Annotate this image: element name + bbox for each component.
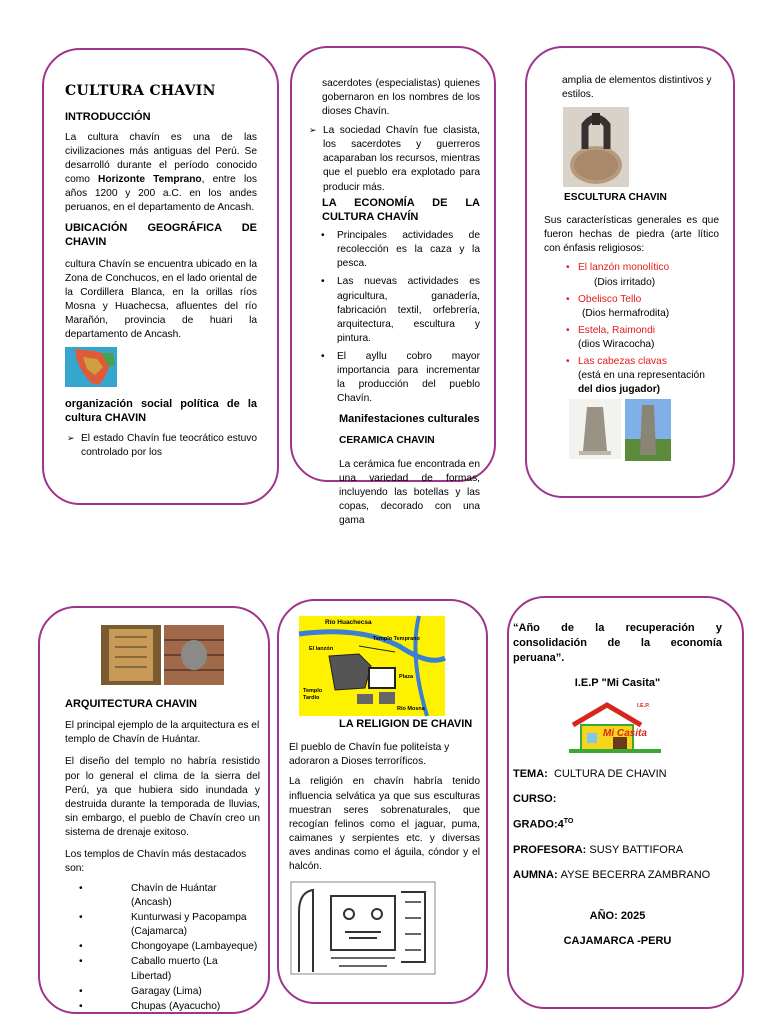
info-block bbox=[513, 767, 722, 884]
lugar-text: CAJAMARCA -PERU bbox=[563, 935, 672, 948]
chavin-deity-drawing bbox=[291, 882, 435, 974]
grado-row: $GRADO:4^{TO}$ bbox=[513, 818, 574, 831]
list-item-desc: (está en una representación bbox=[578, 370, 705, 382]
ceramic-vessel-image bbox=[563, 107, 629, 187]
panel-escultura bbox=[525, 46, 735, 498]
map-label: Plaza bbox=[399, 674, 414, 680]
map-label: El lanzón bbox=[309, 646, 334, 652]
anio-text: AÑO: 2025 bbox=[589, 910, 646, 923]
list-item: • Principales actividades de recolección es la caza y la pesca. bbox=[307, 229, 480, 271]
ceramica-heading: CERAMICA CHAVIN bbox=[339, 435, 435, 447]
arquitectura-heading: ARQUITECTURA CHAVIN bbox=[65, 698, 197, 710]
list-item-desc: (Dios hermafrodita) bbox=[582, 307, 670, 319]
cabeza-clava-image bbox=[164, 625, 224, 685]
temple-images bbox=[101, 625, 260, 685]
temple-map bbox=[299, 616, 445, 716]
list-item: • Chongoyape (Lambayeque) bbox=[65, 940, 260, 954]
intro-text: La cultura chavín es una de las civilizaciones más antiguas del Perú. Se desarrolló durante el período conocido como Horizonte Temprano, entre los años 1200 y 200 a.C. en los andes peruanos, en el departamento de Ancash. bbox=[65, 131, 257, 213]
stela-image bbox=[101, 625, 161, 685]
escultura-heading: ESCULTURA CHAVIN bbox=[564, 192, 667, 204]
list-item: ➢ El estado Chavín fue teocrático estuvo controlado por los bbox=[65, 432, 257, 460]
list-item: • Estela, Raimondi bbox=[566, 324, 656, 336]
organizacion-heading: organización social política de la cultura CHAVIN bbox=[65, 398, 257, 425]
list-item: • Caballo muerto (La Libertad) bbox=[65, 955, 260, 983]
religion-text: La religión en chavín habría tenido influencia selvática ya que sus esculturas muestran seres sobrenaturales, que recogían felinos como el jaguar, puma, caimanes y serpientes etc. y diversas aves andinas como el águila, cóndor y el halcón. bbox=[289, 776, 480, 872]
escultura-text: Sus características generales es que fueron hechas de piedra (arte lítico con énfasis religiosos: bbox=[544, 215, 719, 255]
map-label: Templo Tardío bbox=[303, 688, 323, 701]
continued-text: amplia de elementos distintivos y estilos. bbox=[562, 75, 712, 101]
panel-introduccion bbox=[42, 48, 279, 505]
panel-economia bbox=[290, 46, 496, 526]
economia-list bbox=[307, 229, 480, 406]
school-name: I.E.P "Mi Casita" bbox=[574, 676, 661, 689]
sculpture-images bbox=[569, 399, 723, 461]
jugador-text: del dios jugador) bbox=[578, 384, 661, 396]
list-item: • Chupas (Ayacucho) bbox=[65, 1000, 260, 1014]
logo-name-text: Mi Casita bbox=[603, 727, 647, 739]
map-label: Río Huachecsa bbox=[325, 619, 372, 626]
aumna-row: AUMNA: AYSE BECERRA ZAMBRANO bbox=[513, 869, 711, 882]
peru-map-image bbox=[65, 347, 117, 387]
religion-text: El pueblo de Chavín fue politeísta y adoraron a Dioses terroríficos. bbox=[289, 742, 450, 768]
ubicacion-heading: UBICACIÓN GEOGRÁFICA DE CHAVIN bbox=[65, 222, 257, 249]
list-item: • Obelisco Tello bbox=[566, 293, 642, 305]
escultura-list bbox=[538, 261, 723, 397]
ceramica-text: La cerámica fue encontrada en una variedad de formas, incluyendo las botellas y las copas, decorado con una gama bbox=[339, 458, 480, 526]
year-phrase: “Año de la recuperación y consolidación de la economía peruana”. bbox=[513, 622, 722, 664]
religion-heading: LA RELIGION DE CHAVIN bbox=[339, 718, 473, 730]
list-item: • Las cabezas clavas bbox=[566, 355, 667, 367]
list-item-desc: (Dios irritado) bbox=[594, 276, 656, 288]
panel-portada bbox=[507, 596, 744, 1009]
logo-top-text: I.E.P. bbox=[637, 702, 650, 709]
continued-text: sacerdotes (especialistas) quienes gobernaron en los nombres de los dioses Chavín. bbox=[322, 78, 480, 118]
lanzon-image bbox=[569, 399, 621, 459]
profesora-row: PROFESORA: SUSY BATTIFORA bbox=[513, 843, 684, 856]
economia-heading: LA ECONOMÍA DE LA CULTURA CHAVÍN bbox=[322, 196, 480, 223]
list-item-desc: (dios Wiracocha) bbox=[578, 338, 655, 350]
list-item: • Garagay (Lima) bbox=[65, 985, 260, 999]
arq-text: El diseño del templo no habría resistido por lo general el clima de la sierra del Perú, ya que hubiera sido inundada y destruida durante la temporada de lluvias, sin embargo, el pueblo de Chavín creo un sistema de drenaje exitoso. bbox=[65, 756, 260, 838]
map-label: Río Mosna bbox=[397, 706, 425, 712]
curso-row: CURSO: bbox=[513, 792, 557, 805]
obelisk-image bbox=[625, 399, 671, 461]
organizacion-list bbox=[65, 432, 257, 460]
list-item: • Chavín de Huántar (Ancash) bbox=[65, 882, 260, 910]
list-item: • El lanzón monolítico bbox=[566, 262, 670, 274]
manifestaciones-heading: Manifestaciones culturales bbox=[339, 413, 480, 426]
panel-arquitectura bbox=[38, 606, 270, 1014]
map-label: Templo Temprano bbox=[373, 636, 420, 642]
list-item: • Las nuevas actividades es agricultura, ganadería, fabricación textil, orfebrería, arquitectura, escultura y pintura. bbox=[307, 275, 480, 345]
list-item: • El ayllu cobro mayor importancia para incrementar la producción del pueblo Chavín. bbox=[307, 350, 480, 406]
ubicacion-text: cultura Chavín se encuentra ubicado en la Zona de Conchucos, en el lado oriental de la Cordillera Blanca, en la orillas ríos Mosna y Huachecsa, afluentes del río Marañón, provincia de huari la departamento de Ancash. bbox=[65, 258, 257, 341]
main-title: CULTURA CHAVIN bbox=[65, 83, 216, 99]
list-item: • Kunturwasi y Pacopampa (Cajamarca) bbox=[65, 911, 260, 939]
list-item: ➢ La sociedad Chavín fue clasista, los sacerdotes y guerreros acaparaban los recursos, mientras que el pueblo era explotado para producir más. bbox=[307, 124, 480, 194]
templos-list bbox=[65, 882, 260, 1014]
arq-text: El principal ejemplo de la arquitectura es el templo de Chavín de Huántar. bbox=[65, 720, 260, 746]
arq-text: Los templos de Chavín más destacados son: bbox=[65, 848, 247, 874]
tema-row: TEMA: CULTURA DE CHAVIN bbox=[513, 767, 667, 780]
clasista-list bbox=[307, 124, 480, 194]
intro-heading: INTRODUCCIÓN bbox=[65, 111, 151, 124]
panel-religion bbox=[277, 599, 488, 1004]
school-logo bbox=[567, 701, 663, 755]
